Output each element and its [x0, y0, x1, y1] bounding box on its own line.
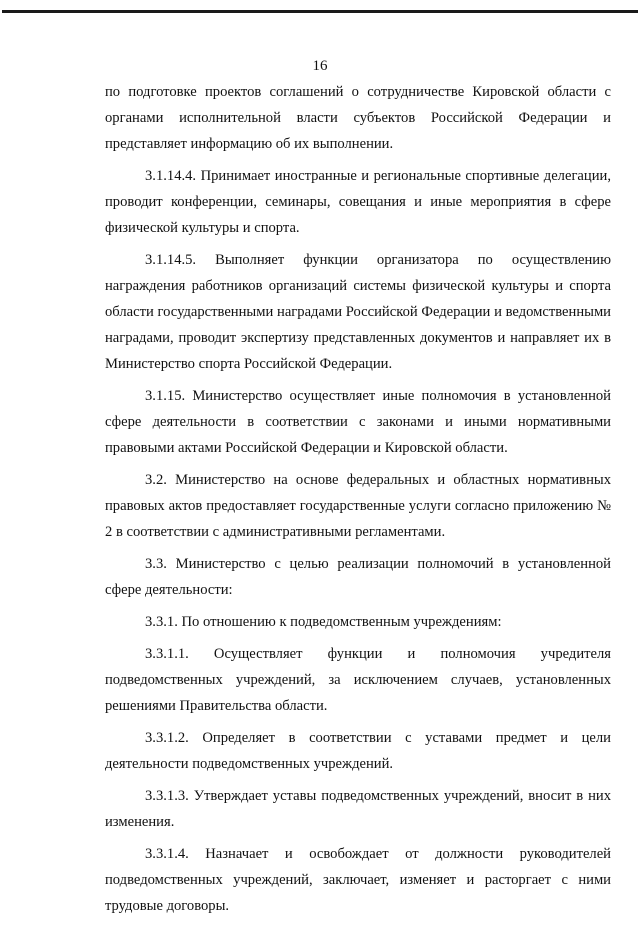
paragraph-3-1-14-5: 3.1.14.5. Выполняет функции организатора по осуществлению награждения работников организаций системы физической культуры и спорта области государственными наградами Российской Федерации и ведомственными наградами, проводит экспертизу представленных документов и направляет их в Министерство спорта Российской Федерации. — [105, 252, 611, 372]
paragraph-3-1-14-4: 3.1.14.4. Принимает иностранные и региональные спортивные делегации, проводит конференции, семинары, совещания и иные мероприятия в сфере физической культуры и спорта. — [105, 168, 611, 236]
paragraph-3-3: 3.3. Министерство с целью реализации полномочий в установленной сфере деятельности: — [105, 556, 611, 598]
paragraph-3-3-1-1: 3.3.1.1. Осуществляет функции и полномочия учредителя подведомственных учреждений, за исключением случаев, установленных решениями Правительства области. — [105, 646, 611, 714]
paragraph-3-1-15: 3.1.15. Министерство осуществляет иные полномочия в установленной сфере деятельности в соответствии с законами и иными нормативными правовыми актами Российской Федерации и Кировской области. — [105, 388, 611, 456]
paragraph-3-3-1-2: 3.3.1.2. Определяет в соответствии с уставами предмет и цели деятельности подведомственных учреждений. — [105, 730, 611, 772]
paragraph-3-3-1-4: 3.3.1.4. Назначает и освобождает от должности руководителей подведомственных учреждений, заключает, изменяет и расторгает с ними трудовые договоры. — [105, 846, 611, 914]
top-border-line — [2, 10, 638, 13]
page-number: 16 — [312, 58, 328, 74]
paragraph-3-3-1: 3.3.1. По отношению к подведомственным учреждениям: — [145, 614, 502, 630]
document-body — [105, 79, 611, 925]
paragraph-3-2: 3.2. Министерство на основе федеральных и областных нормативных правовых актов предоставляет государственные услуги согласно приложению № 2 в соответствии с административными регламентами. — [105, 472, 611, 540]
paragraph-3-3-1-3: 3.3.1.3. Утверждает уставы подведомственных учреждений, вносит в них изменения. — [105, 788, 611, 830]
paragraph-continuation: по подготовке проектов соглашений о сотрудничестве Кировской области с органами исполнительной власти субъектов Российской Федерации и представляет информацию об их выполнении. — [105, 84, 611, 152]
